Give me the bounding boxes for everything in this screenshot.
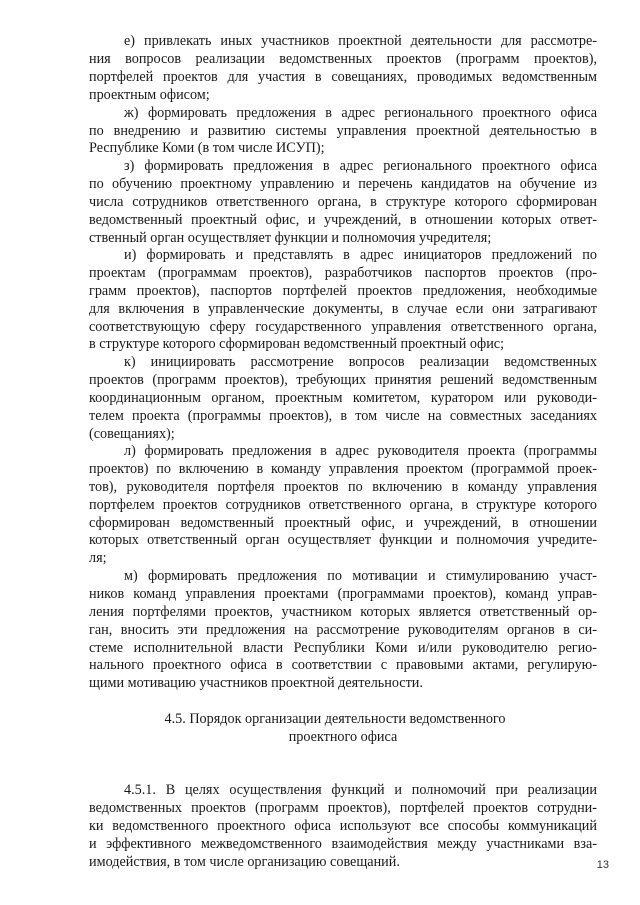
- text-line: ников команд управления проектами (программами проектов), команд управ-: [89, 586, 597, 602]
- text-line: ки ведомственного проектного офиса используют все способы коммуникаций: [89, 818, 597, 834]
- text-line: портфелем проектов сотрудников ответственного органа, в структуре которого: [89, 497, 597, 513]
- text-line: л) формировать предложения в адрес руководителя проекта (программы: [124, 443, 597, 459]
- text-line: портфелей проектов для участия в совещаниях, проводимых ведомственным: [89, 69, 597, 85]
- text-line: ган, вносить эти предложения на рассмотрение руководителям органов в си-: [89, 622, 597, 638]
- text-line: ж) формировать предложения в адрес регионального проектного офиса: [124, 105, 597, 121]
- text-line: грамм проектов), паспортов портфелей проектов предложения, необходимые: [89, 283, 597, 299]
- text-line: для включения в управленческие документы, в случае если они затрагивают: [89, 301, 597, 317]
- text-line: (совещаниях);: [89, 426, 175, 442]
- text-line: имодействия, в том числе организацию совещаний.: [89, 854, 400, 870]
- text-line: которых ответственный орган осуществляет функции и полномочия учредите-: [89, 532, 597, 548]
- text-line: в структуре которого сформирован ведомственный проектный офис;: [89, 336, 505, 352]
- text-line: нального проектного офиса в соответствии с правовыми актами, регулирую-: [89, 657, 597, 673]
- text-line: к) инициировать рассмотрение вопросов реализации ведомственных: [124, 354, 597, 370]
- text-line: и эффективного межведомственного взаимодействия между участниками вза-: [89, 836, 597, 852]
- text-line: проектным офисом;: [89, 87, 210, 103]
- text-line: числа сотрудников ответственного органа, в структуре которого сформирован: [89, 194, 597, 210]
- text-line: ления портфелями проектов, участником которых является ответственный ор-: [89, 604, 597, 620]
- text-line: и) формировать и представлять в адрес инициаторов предложений по: [124, 247, 597, 263]
- text-line: соответствующую сферу государственного управления ответственного органа,: [89, 319, 597, 335]
- text-line: проектов (программ проектов), требующих принятия решений ведомственным: [89, 372, 597, 388]
- text-line: координационным органом, проектным комитетом, куратором или руководи-: [89, 390, 597, 406]
- text-line: з) формировать предложения в адрес регионального проектного офиса: [124, 158, 597, 174]
- text-line: стеме исполнительной власти Республики Коми и/или руководителю регио-: [89, 640, 597, 656]
- text-line: проектам (программам проектов), разработчиков паспортов проектов (про-: [89, 265, 597, 281]
- text-line: по внедрению и развитию системы управления проектной деятельностью в: [89, 123, 597, 139]
- section-heading-line: проектного офиса: [288, 729, 398, 745]
- text-line: ведомственный проектный офис, и учреждений, в отношении которых ответ-: [89, 212, 597, 228]
- text-line: м) формировать предложения по мотивации и стимулированию участ-: [124, 568, 597, 584]
- text-line: сформирован ведомственный проектный офис, и учреждений, в отношении: [89, 515, 597, 531]
- text-line: ля;: [89, 550, 107, 566]
- page-number: 13: [596, 859, 609, 871]
- text-line: щими мотивацию участников проектной деятельности.: [89, 675, 423, 691]
- text-line: по обучению проектному управлению и перечень кандидатов на обучение из: [89, 176, 597, 192]
- text-line: Республике Коми (в том числе ИСУП);: [89, 140, 325, 156]
- text-line: 4.5.1. В целях осуществления функций и полномочий при реализации: [124, 782, 597, 798]
- section-heading-line: 4.5. Порядок организации деятельности ведомственного: [164, 711, 506, 727]
- text-line: телем проекта (программы проектов), в том числе на совместных заседаниях: [89, 408, 597, 424]
- text-line: ственный орган осуществляет функции и полномочия учредителя;: [89, 230, 492, 246]
- text-line: проектов) по включению в команду управления проектом (программой проек-: [89, 461, 597, 477]
- text-line: ведомственных проектов (программ проектов), портфелей проектов сотрудни-: [89, 800, 597, 816]
- text-line: тов), руководителя портфеля проектов по включению в команду управления: [89, 479, 597, 495]
- text-line: ния вопросов реализации ведомственных проектов (программ проектов),: [89, 51, 597, 67]
- text-line: е) привлекать иных участников проектной деятельности для рассмотре-: [124, 33, 597, 49]
